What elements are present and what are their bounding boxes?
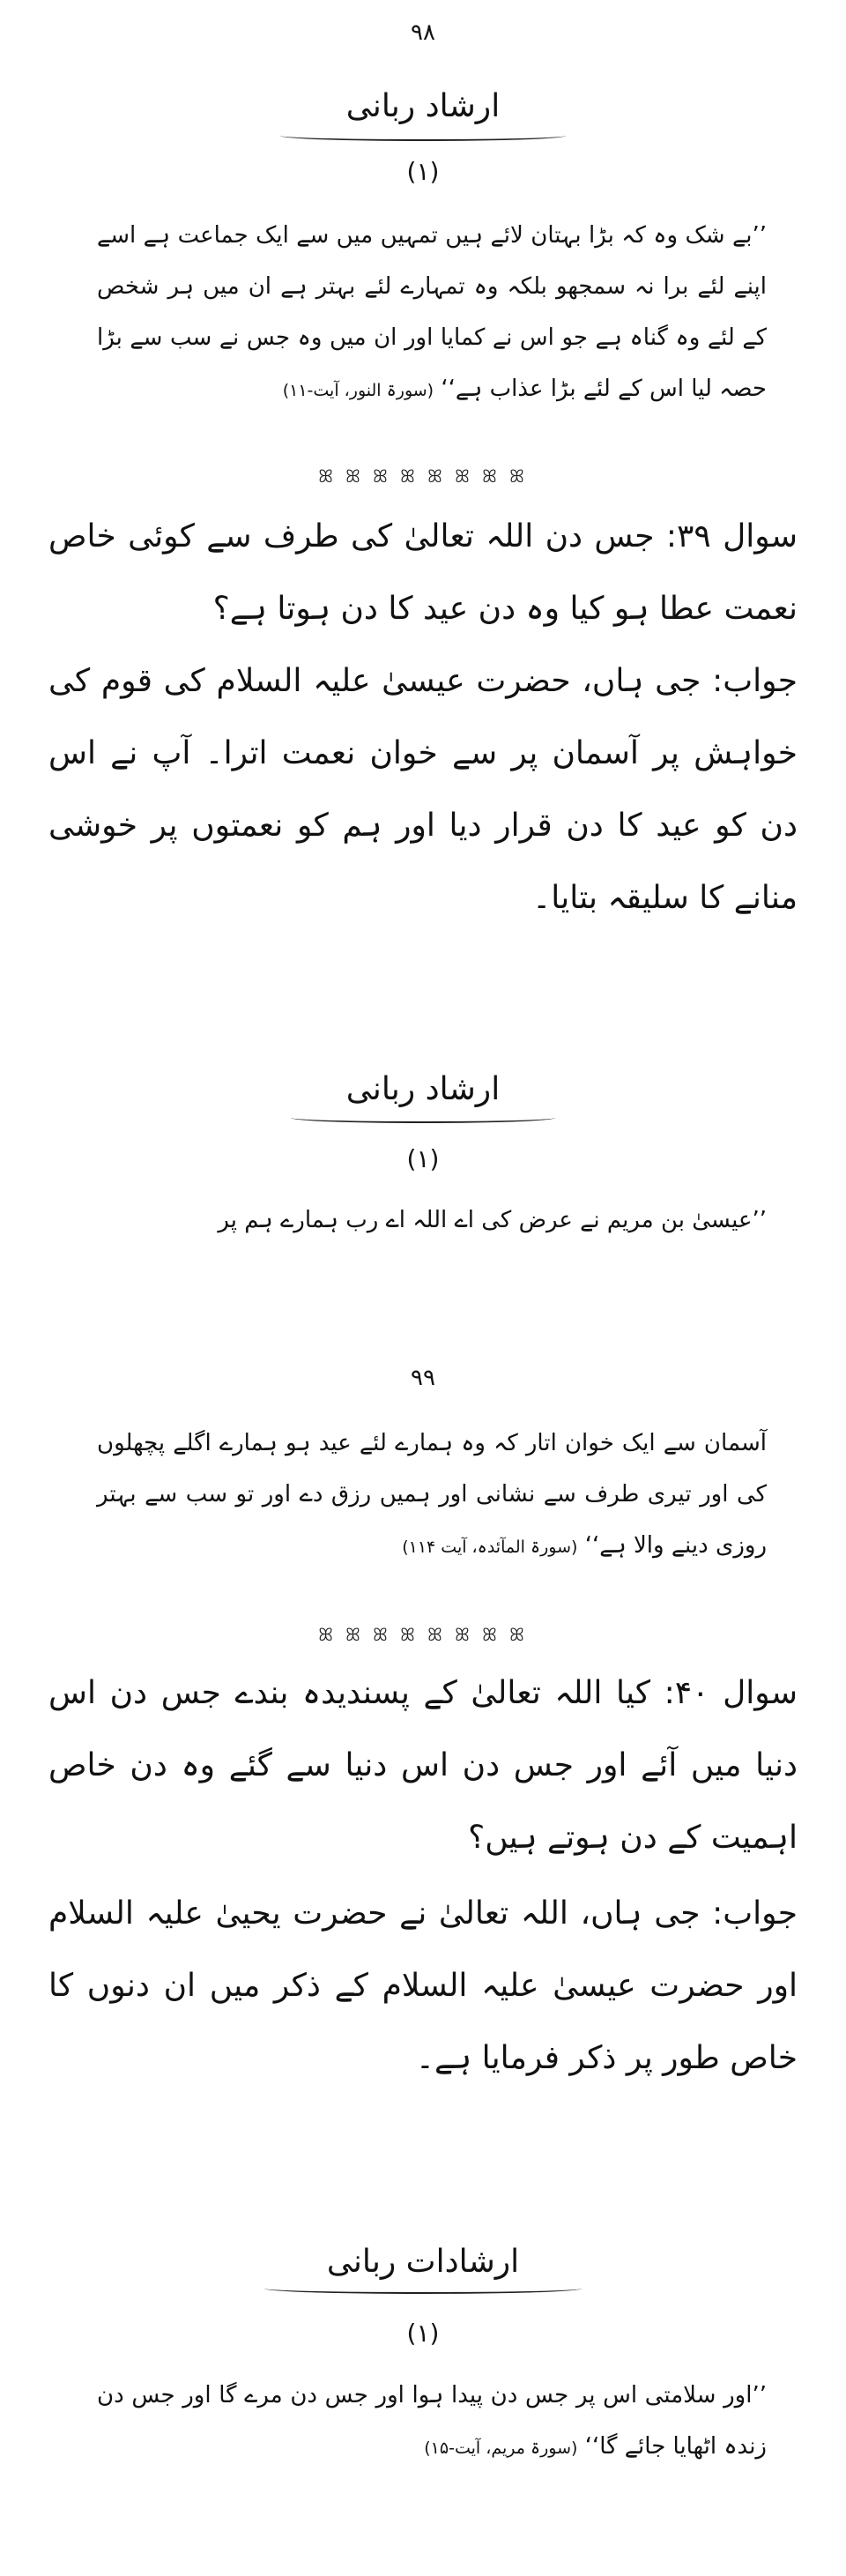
ornamental-divider: ꕤ ꕤ ꕤ ꕤ ꕤ ꕤ ꕤ ꕤ	[318, 1624, 528, 1645]
question-39: سوال ۳۹: جس دن اللہ تعالیٰ کی طرف سے کوئی خاص نعمت عطا ہو کیا وہ دن عید کا دن ہوتا ہے؟	[48, 518, 798, 627]
verse-reference: (سورۃ مریم، آیت-۱۵)	[424, 2438, 578, 2458]
verse-reference: (سورۃ النور، آیت-۱۱)	[282, 381, 434, 400]
answer-40: جواب: جی ہاں، اللہ تعالیٰ نے حضرت یحییٰ علیہ السلام اور حضرت عیسیٰ علیہ السلام کے ذکر میں ان دنوں کا خاص طور پر ذکر فرمایا ہے۔	[48, 1895, 798, 2076]
quran-verse	[97, 2370, 767, 2474]
page-number: ۹۹	[411, 1365, 435, 1391]
verse-text: ’’بے شک وہ کہ بڑا بہتان لائے ہیں تمہیں میں سے ایک جماعت ہے اسے اپنے لئے برا نہ سمجھو بلکہ وہ تمہارے لئے بہتر ہے ان میں ہر شخص کے لئے وہ گناہ ہے جو اس نے کمایا اور ان میں وہ جس نے سب سے بڑا حصہ لیا اس کے لئے بڑا عذاب ہے‘‘	[97, 222, 768, 402]
verse-reference: (سورۃ المآئدہ، آیت ۱۱۴)	[402, 1537, 578, 1557]
heading-underline	[291, 1113, 555, 1123]
answer-39: جواب: جی ہاں، حضرت عیسیٰ علیہ السلام کی قوم کی خواہش پر آسمان پر سے خوان نعمت اترا۔ آپ نے اس دن کو عید کا دن قرار دیا اور ہم کو نعمتوں پر خوشی منانے کا سلیقہ بتایا۔	[48, 663, 798, 916]
quran-verse	[97, 1418, 767, 1573]
section-heading: ارشادات ربانی	[326, 2244, 520, 2280]
verse-number: (۱)	[406, 157, 440, 186]
section-heading: ارشاد ربانی	[345, 1071, 501, 1107]
verse-text: ’’عیسیٰ بن مریم نے عرض کی اے اللہ اے رب ہمارے ہم پر	[218, 1207, 767, 1233]
heading-underline	[264, 2283, 582, 2294]
page-number: ۹۸	[411, 19, 435, 46]
quran-verse	[97, 210, 767, 416]
heading-underline	[280, 130, 566, 141]
verse-text: آسمان سے ایک خوان اتار کہ وہ ہمارے لئے عید ہو ہمارے اگلے پچھلوں کی اور تیری طرف سے نشانی اور ہمیں رزق دے اور تو سب سے بہتر روزی دینے والا ہے‘‘	[97, 1430, 767, 1559]
verse-number: (۱)	[406, 2319, 440, 2348]
section-heading: ارشاد ربانی	[345, 88, 501, 124]
question-40: سوال ۴۰: کیا اللہ تعالیٰ کے پسندیدہ بندے جس دن اس دنیا میں آئے اور جس دن اس دنیا سے گئے وہ دن خاص اہمیت کے دن ہوتے ہیں؟	[48, 1675, 798, 1856]
verse-text: ’’اور سلامتی اس پر جس دن پیدا ہوا اور جس دن مرے گا اور جس دن زندہ اٹھایا جائے گا‘‘	[97, 2382, 767, 2460]
verse-number: (۱)	[406, 1144, 440, 1173]
ornamental-divider: ꕤ ꕤ ꕤ ꕤ ꕤ ꕤ ꕤ ꕤ	[318, 465, 528, 487]
quran-verse	[97, 1195, 767, 1246]
page-99	[0, 1358, 846, 2576]
